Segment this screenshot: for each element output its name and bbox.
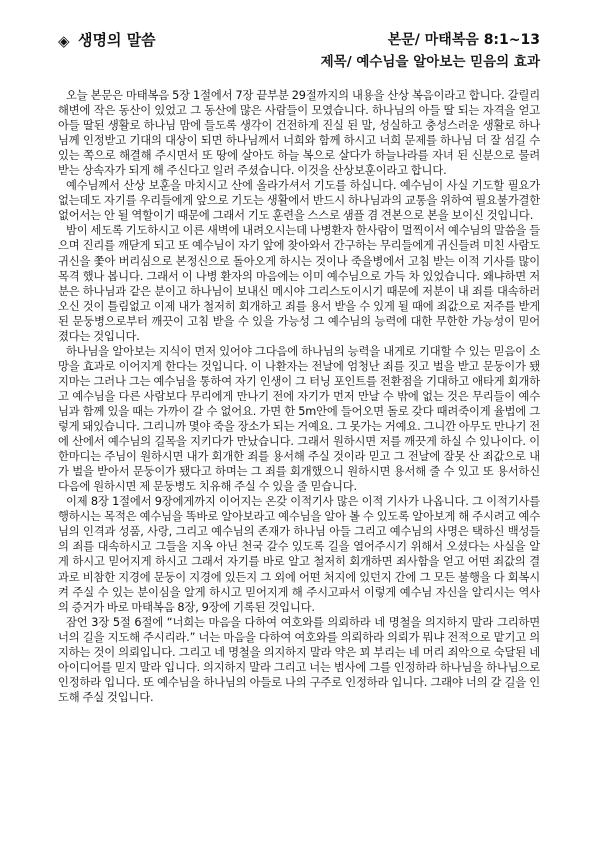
sermon-body: [58, 88, 540, 705]
column-title: 생명의 말씀: [78, 31, 156, 49]
paragraph-3: 밤이 세도록 기도하시고 이른 새벽에 내려오시는데 나병환자 한사람이 멀찍이서 예수님의 말씀을 들으며 진리를 깨닫게 되고 또 예수님이 자기 앞에 찾아와서 간구하는 무리들에게 귀신들려 미친 사람도 귀신을 쫓아 버리심으로 본정신으로 돌아오게 하시는 것이나 죽을병에서 고침 받는 이적 기사를 많이 목격 했나 봅니다. 그래서 이 나병 환자의 마음에는 이미 예수님으로 가득 차 있었습니다. 왜냐하면 저분은 하나님과 같은 분이고 하나님이 보내신 메시야 그리스도이시기 때문에 저분이 내 죄를 대속하러 오신 것이 틀림없고 이제 내가 철저히 회개하고 죄를 용서 받을 수 있게 될 때에 죄값으로 저주를 받게 된 문둥병으로부터 깨끗이 고침 받을 수 있을 가능성 그 예수님의 능력에 대한 무한한 가능성이 믿어졌다는 것입니다.: [58, 224, 540, 343]
paragraph-1: 오늘 본문은 마태복음 5장 1절에서 7장 끝부분 29절까지의 내용을 산상 복음이라고 합니다. 갈릴리 해변에 작은 동산이 있었고 그 동산에 많은 사람들이 모였습니다. 하나님의 아들 딸 되는 자격을 얻고 아들 딸된 생활로 하나님 맘에 들도록 생각이 건전하게 진실 된 말, 성실하고 충성스러운 생활로 하나님께 인정받고 기대의 대상이 되면 하나님께서 너희와 함께 하시고 너희 문제를 하나님 더 잘 섬길 수 있는 쪽으로 해결해 주시면서 또 땅에 살아도 하늘 복으로 살다가 하늘나라를 자녀 된 신분으로 물려받는 상속자가 되게 해 주신다고 일러 주셨습니다. 이것을 산상보훈이라고 합니다.: [58, 89, 540, 178]
paragraph-5: 이제 8장 1절에서 9장에게까지 이어지는 온갖 이적기사 많은 이적 기사가 나옵니다. 그 이적기사를 행하시는 목적은 예수님을 똑바로 알아보라고 예수님을 알아 볼 수 있도록 알아보게 해 주시려고 예수님의 인격과 성품, 사랑, 그리고 예수님의 존재가 하나님 아들 그리고 예수님의 사명은 택하신 백성들의 죄를 대속하시고 그들을 지옥 아닌 천국 갈수 있도록 길을 열어주시기 위해서 오셨다는 사실을 알게 하시고 믿어지게 하시고 그래서 자기를 바로 알고 철저히 회개하면 죄사함을 얻고 어떤 죄값의 결과로 비참한 지경에 문둥이 지경에 있든지 그 외에 어떤 처지에 있던지 간에 그 모든 불행을 다 회복시켜 주실 수 있는 분이심을 알게 하시고 믿어지게 해 주시고파서 이렇게 예수님 자신을 알리시는 역사의 증거가 바로 마태복음 8장, 9장에 기록된 것입니다.: [58, 495, 540, 614]
scripture-reference: 본문/ 마태복음 8:1~13: [387, 32, 540, 48]
paragraph-2: 예수님께서 산상 보훈을 마치시고 산에 올라가셔서 기도를 하십니다. 예수님이 사실 기도할 필요가 없는데도 자기를 우리들에게 앞으로 기도는 생활에서 반드시 하나님과의 교통을 위하여 필요불가결한 없어서는 안 될 역할이기 때문에 그래서 기도 훈련을 스스로 샘플 겸 견본으로 본을 보이신 것입니다.: [58, 179, 540, 223]
paragraph-4: 하나님을 알아보는 지식이 먼저 있어야 그다음에 하나님의 능력을 내게로 기대할 수 있는 믿음이 소망을 효과로 이어지게 한다는 것입니다. 이 나환자는 전날에 엄청난 죄를 짓고 벌을 받고 문둥이가 됐지마는 그러나 그는 예수님을 통하여 자기 인생이 그 터닝 포인트를 전환점을 기대하고 애타게 회개하고 예수님을 다른 사람보다 무리에게 만나기 전에 자기가 먼저 만날 수 밖에 없는 것은 무리들이 예수님과 함께 있을 때는 가까이 갈 수 없어요. 가면 한 5m안에 들어오면 돌로 갖다 때려죽이게 율법에 그렇게 돼있습니다. 그리니까 몇야 죽을 장소가 되는 거예요. 그 못가는 거예요. 그니깐 아무도 만나기 전에 산에서 예수님의 길목을 지키다가 만났습니다. 그래서 원하시면 저를 깨끗게 하실 수 있나이다. 이 한마디는 주님이 원하시면 내가 회개한 죄를 용서해 주실 것이라 믿고 그 전날에 잘못 산 죄값으로 내가 벌을 받아서 문둥이가 됐다고 하며는 그 죄를 회개했으니 원하시면 용서해 줄 수 있고 또 용서하신 다음에 원하시면 제 문둥병도 치유해 주실 수 있을 줄 믿습니다.: [58, 344, 541, 494]
paragraph-6: 잠언 3장 5절 6절에 “너희는 마음을 다하여 여호와를 의뢰하라 네 명철을 의지하지 말라 그리하면 너의 길을 지도해 주시리라.” 너는 마음을 다하여 여호와를 의뢰하라 의뢰가 뭐냐 전적으로 맡기고 의지하는 것이 의뢰입니다. 그리고 네 명철을 의지하지 말라 약은 꾀 부리는 네 머리 죄악으로 숙달된 네 아이디어를 믿지 말라 입니다. 의지하지 말라 그리고 너는 범사에 그를 인정하라 하나님을 하나님으로 인정하라 입니다. 또 예수님을 하나님의 아들로 나의 구주로 인정하라 입니다. 그래야 너의 갈 길을 인도해 주실 것입니다.: [58, 615, 540, 704]
diamond-bullet-icon: ◈: [58, 32, 70, 50]
header: [58, 30, 540, 56]
sermon-title: 제목/ 예수님을 알아보는 믿음의 효과: [320, 54, 540, 70]
